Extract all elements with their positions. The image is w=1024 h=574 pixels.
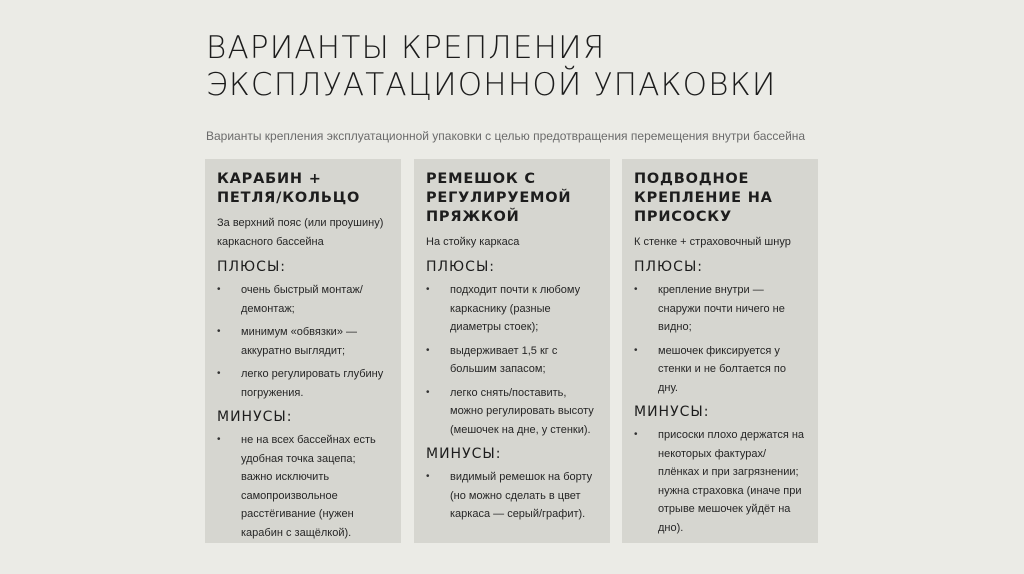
card-description: К стенке + страховочный шнур [634,236,791,248]
card-carabiner [205,159,401,543]
cons-item: • видимый ремешок на борту (но можно сделать в цвет каркаса — серый/графит). [426,468,598,524]
pros-item: • минимум «обвязки» — аккуратно выглядит; [217,323,389,360]
card-title [217,170,389,208]
card-description: За верхний пояс (или проушину) каркасного бассейна [217,217,384,248]
cons-heading: МИНУСЫ: [426,446,502,462]
cons-heading: МИНУСЫ: [634,404,710,420]
card-title-line: КРЕПЛЕНИЕ НА [634,190,773,206]
card-title-line: КАРАБИН + [217,171,322,187]
page-subtitle: Варианты крепления эксплуатационной упаковки с целью предотвращения перемещения внутри бассейна [206,129,806,143]
card-title-line: ПРИСОСКУ [634,209,732,225]
cons-list [217,431,389,542]
card-suction-cup [622,159,818,543]
cons-heading: МИНУСЫ: [217,409,293,425]
cons-item: • присоски плохо держатся на некоторых фактурах/плёнках и при загрязнении; нужна страховка (иначе при отрыве мешочек уйдёт на дно). [634,426,806,537]
pros-item: • легко регулировать глубину погружения. [217,365,389,402]
pros-item: • крепление внутри — снаружи почти ничего не видно; [634,281,806,337]
card-title [426,170,598,227]
pros-list [426,281,598,439]
pros-list [634,281,806,397]
card-description: На стойку каркаса [426,236,520,248]
page-title-line-2: ЭКСПЛУАТАЦИОННОЙ УПАКОВКИ [206,67,777,103]
card-strap-buckle [414,159,610,543]
page-title [206,30,906,104]
pros-item: • выдерживает 1,5 кг с большим запасом; [426,342,598,379]
pros-item: • легко снять/поставить, можно регулировать высоту (мешочек на дне, у стенки). [426,384,598,440]
pros-item: • подходит почти к любому каркаснику (разные диаметры стоек); [426,281,598,337]
card-title-line: ПЕТЛЯ/КОЛЬЦО [217,190,361,206]
pros-item: • мешочек фиксируется у стенки и не болтается по дну. [634,342,806,398]
card-title-line: ПОДВОДНОЕ [634,171,750,187]
cons-item: • не на всех бассейнах есть удобная точка зацепа; важно исключить самопроизвольное расстёгивание (нужен карабин с защёлкой). [217,431,389,542]
cons-list [634,426,806,537]
card-title-line: ПРЯЖКОЙ [426,209,520,225]
pros-heading: ПЛЮСЫ: [426,259,496,275]
pros-heading: ПЛЮСЫ: [217,259,287,275]
page-title-line-1: ВАРИАНТЫ КРЕПЛЕНИЯ [206,30,606,66]
cons-list [426,468,598,524]
pros-list [217,281,389,402]
pros-item: • очень быстрый монтаж/демонтаж; [217,281,389,318]
card-title [634,170,806,227]
pros-heading: ПЛЮСЫ: [634,259,704,275]
card-title-line: РЕМЕШОК С [426,171,536,187]
card-title-line: РЕГУЛИРУЕМОЙ [426,190,572,206]
